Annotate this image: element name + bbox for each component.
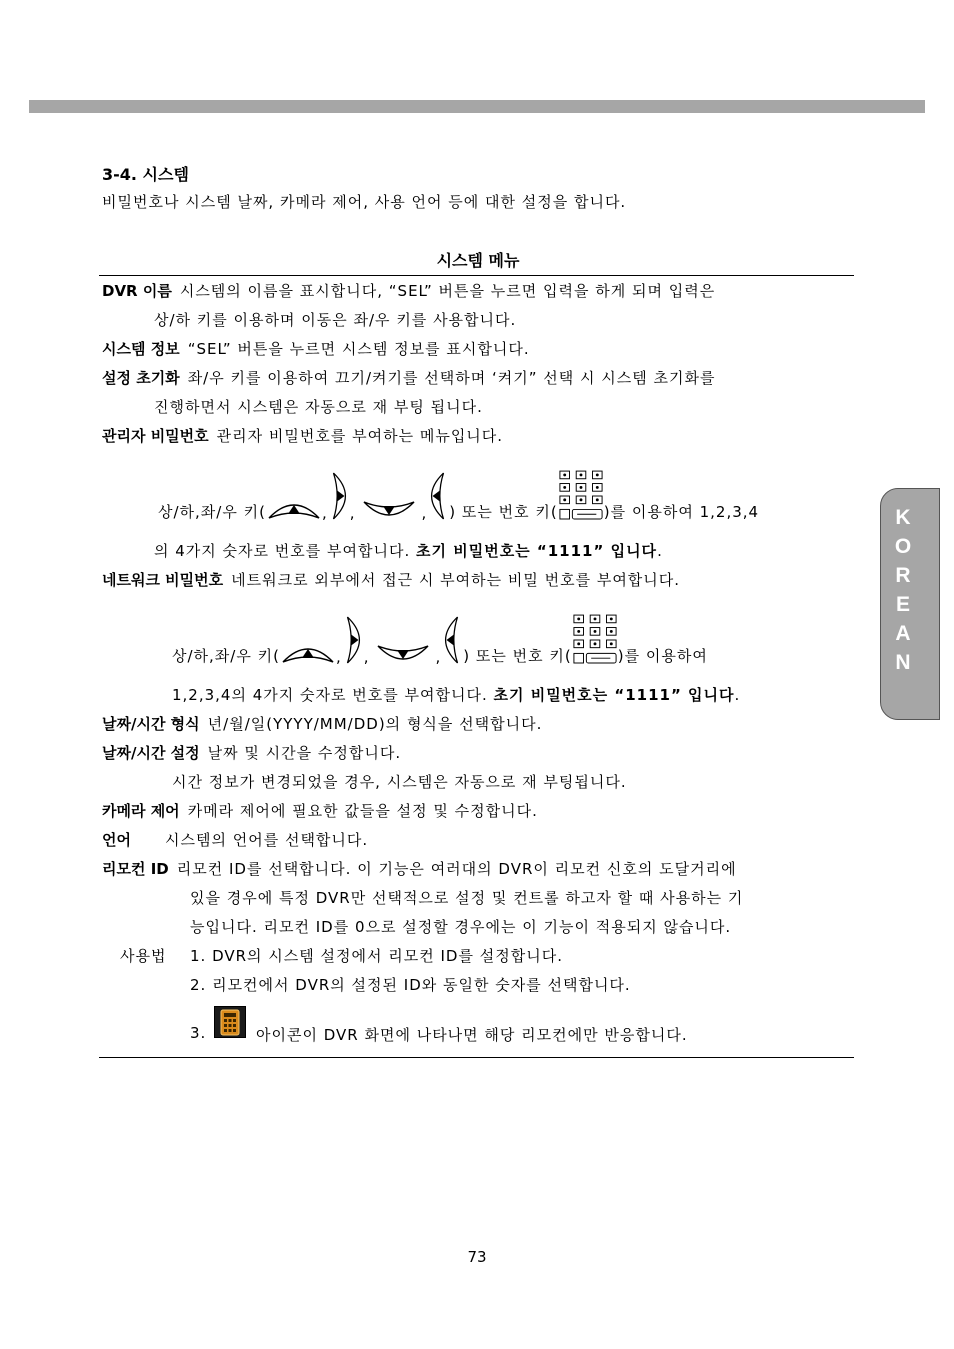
admin-keys-prefix: 상/하,좌/우 키( bbox=[158, 503, 266, 521]
menu-title: 시스템 메뉴 bbox=[436, 251, 520, 270]
network-keys-prefix: 상/하,좌/우 키( bbox=[172, 647, 280, 665]
dvr-name-line2: 상/하 키를 이용하며 이동은 좌/우 키를 사용합니다. bbox=[154, 311, 517, 329]
network-keys-line bbox=[172, 606, 708, 668]
camera-control-desc: 카메라 제어에 필요한 값들을 설정 및 수정합니다. bbox=[187, 802, 538, 820]
side-tab-letter: R bbox=[895, 564, 911, 587]
number-keypad-icon bbox=[558, 468, 604, 524]
admin-keys-sep2: , bbox=[349, 504, 356, 522]
network-keys-sep3: , bbox=[435, 648, 442, 666]
side-tab-letter: E bbox=[895, 593, 910, 616]
system-info-term: 시스템 정보 bbox=[102, 340, 180, 358]
date-setting-line bbox=[102, 742, 401, 763]
dvr-name-term: DVR 이름 bbox=[102, 282, 172, 300]
date-setting-line2: 시간 정보가 변경되었을 경우, 시스템은 자동으로 재 부팅됩니다. bbox=[172, 773, 627, 791]
admin-keys-line bbox=[158, 462, 759, 524]
dvr-name-line bbox=[102, 280, 715, 301]
remote-id-desc: 리모컨 ID를 선택합니다. 이 기능은 여러대의 DVR이 리모컨 신호의 도달거리에 bbox=[176, 860, 737, 878]
network-password-desc: 네트워크로 외부에서 접근 시 부여하는 비밀 번호를 부여합니다. bbox=[231, 571, 681, 589]
side-tab-letter: A bbox=[895, 622, 911, 645]
system-info-line bbox=[102, 338, 530, 359]
date-format-term: 날짜/시간 형식 bbox=[102, 715, 200, 733]
language-term: 언어 bbox=[102, 831, 131, 849]
down-arrow-key-icon bbox=[370, 640, 436, 668]
network-keys-suffix: )를 이용하여 bbox=[617, 647, 708, 665]
camera-control-term: 카메라 제어 bbox=[102, 802, 180, 820]
side-tab-letter: O bbox=[894, 535, 912, 558]
bottom-rule bbox=[99, 1057, 854, 1058]
admin-period: . bbox=[657, 542, 663, 560]
usage-step-2: 2. 리모컨에서 DVR의 설정된 ID와 동일한 숫자를 선택합니다. bbox=[190, 976, 631, 994]
usage-step-3-num: 3. bbox=[190, 1024, 207, 1042]
network-keys-mid: ) 또는 번호 키( bbox=[463, 647, 572, 665]
up-arrow-key-icon bbox=[266, 496, 322, 524]
camera-control-line bbox=[102, 800, 538, 821]
language-line bbox=[102, 829, 368, 850]
network-password-line bbox=[102, 569, 680, 590]
network-keys-sep1: , bbox=[335, 648, 342, 666]
factory-reset-line2: 진행하면서 시스템은 자동으로 재 부팅 됩니다. bbox=[154, 398, 483, 416]
usage-step-3-text: 아이콘이 DVR 화면에 나타나면 해당 리모컨에만 반응합니다. bbox=[256, 1026, 688, 1044]
factory-reset-line bbox=[102, 367, 715, 388]
section-title: 3-4. 시스템 bbox=[102, 165, 189, 184]
admin-keys-sep1: , bbox=[321, 504, 328, 522]
date-setting-term: 날짜/시간 설정 bbox=[102, 744, 200, 762]
number-keypad-icon bbox=[572, 612, 618, 668]
remote-id-line2: 있을 경우에 특정 DVR만 선택적으로 설정 및 컨트롤 하고자 할 때 사용하는 기 bbox=[190, 889, 744, 907]
page-number: 73 bbox=[467, 1248, 487, 1266]
factory-reset-term: 설정 초기화 bbox=[102, 369, 180, 387]
factory-reset-desc: 좌/우 키를 이용하여 끄기/켜기를 선택하며 ‘켜기” 선택 시 시스템 초기화를 bbox=[187, 369, 716, 387]
left-arrow-key-icon bbox=[427, 468, 449, 524]
usage-step-1: 1. DVR의 시스템 설정에서 리모컨 ID를 설정합니다. bbox=[190, 947, 563, 965]
remote-control-icon bbox=[214, 1006, 246, 1038]
admin-initial-password: 초기 비밀번호는 “1111” 입니다 bbox=[416, 542, 658, 560]
usage-label: 사용법 bbox=[120, 947, 167, 965]
network-password-text: 1,2,3,4의 4가지 숫자로 번호를 부여합니다. bbox=[172, 686, 494, 704]
right-arrow-key-icon bbox=[342, 612, 364, 668]
network-password-line3 bbox=[172, 684, 740, 705]
side-tab-letter: K bbox=[895, 506, 911, 529]
language-side-tab bbox=[880, 488, 940, 720]
admin-password-text: 의 4가지 숫자로 번호를 부여합니다. bbox=[154, 542, 417, 560]
dvr-name-desc: 시스템의 이름을 표시합니다, “SEL” 버튼을 누르면 입력을 하게 되며 입력은 bbox=[179, 282, 716, 300]
language-desc: 시스템의 언어를 선택합니다. bbox=[164, 831, 369, 849]
down-arrow-key-icon bbox=[356, 496, 422, 524]
remote-id-line3: 능입니다. 리모컨 ID를 0으로 설정할 경우에는 이 기능이 적용되지 않습니다. bbox=[190, 918, 732, 936]
admin-password-desc: 관리자 비밀번호를 부여하는 메뉴입니다. bbox=[216, 427, 504, 445]
network-keys-sep2: , bbox=[363, 648, 370, 666]
system-info-desc: “SEL” 버튼을 누르면 시스템 정보를 표시합니다. bbox=[187, 340, 530, 358]
remote-id-line bbox=[102, 858, 737, 879]
network-period: . bbox=[734, 686, 741, 704]
admin-password-line3 bbox=[154, 540, 663, 561]
admin-keys-suffix: )를 이용하여 1,2,3,4 bbox=[603, 503, 760, 521]
section-intro: 비밀번호나 시스템 날짜, 카메라 제어, 사용 언어 등에 대한 설정을 합니다. bbox=[102, 193, 627, 211]
side-tab-letter: N bbox=[895, 651, 911, 674]
up-arrow-key-icon bbox=[280, 640, 336, 668]
header-bar bbox=[29, 100, 925, 113]
remote-id-term: 리모컨 ID bbox=[102, 860, 169, 878]
admin-password-line bbox=[102, 425, 503, 446]
network-initial-password: 초기 비밀번호는 “1111” 입니다 bbox=[493, 686, 735, 704]
left-arrow-key-icon bbox=[441, 612, 463, 668]
date-setting-desc: 날짜 및 시간을 수정합니다. bbox=[207, 744, 402, 762]
admin-keys-mid: ) 또는 번호 키( bbox=[449, 503, 558, 521]
network-password-term: 네트워크 비밀번호 bbox=[102, 571, 224, 589]
admin-keys-sep3: , bbox=[421, 504, 428, 522]
date-format-desc: 년/월/일(YYYY/MM/DD)의 형식을 선택합니다. bbox=[207, 715, 543, 733]
admin-password-term: 관리자 비밀번호 bbox=[102, 427, 209, 445]
date-format-line bbox=[102, 713, 542, 734]
top-rule bbox=[99, 275, 854, 276]
right-arrow-key-icon bbox=[328, 468, 350, 524]
